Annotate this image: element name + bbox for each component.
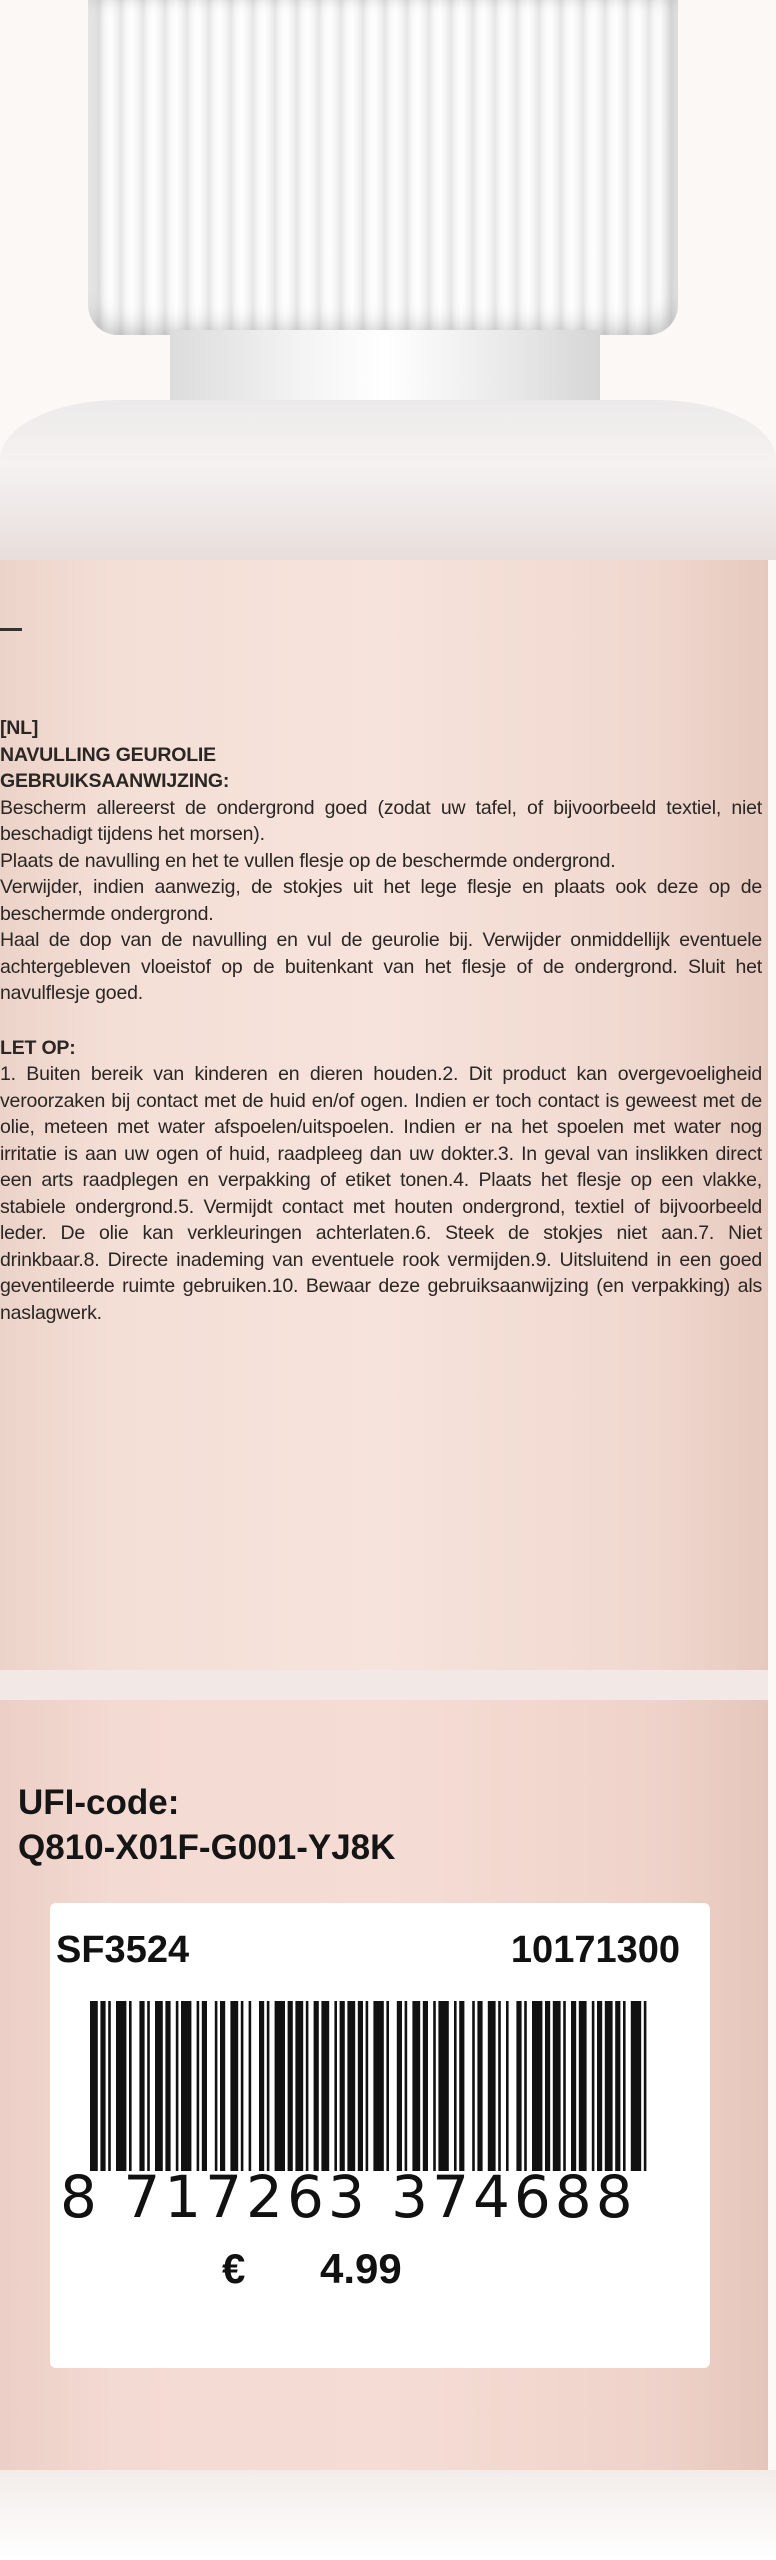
ufi-code: Q810-X01F-G001-YJ8K (18, 1828, 396, 1867)
barcode-bar (524, 2001, 527, 2171)
barcode-bar (215, 2001, 218, 2171)
barcode-bar (397, 2001, 402, 2171)
barcode-icon (90, 2001, 650, 2171)
barcode-bar (116, 2001, 126, 2171)
barcode-bar (579, 2001, 587, 2171)
barcode-bar (592, 2001, 595, 2171)
ufi-block (18, 1780, 395, 1870)
language-tag: [NL] (0, 717, 39, 739)
barcode-bar (288, 2001, 293, 2171)
label-gap (0, 1670, 768, 1700)
barcode-bar (314, 2001, 319, 2171)
barcode-bar (165, 2001, 170, 2171)
label-text (0, 715, 762, 1326)
barcode-bar (553, 2001, 561, 2171)
barcode-bar (259, 2001, 264, 2171)
barcode-bar (306, 2001, 309, 2171)
barcode-bar (459, 2001, 464, 2171)
instructions-heading: GEBRUIKSAANWIJZING: (0, 770, 230, 792)
sku-number: SF3524 (56, 1929, 190, 1971)
bottle-cap (88, 0, 678, 335)
barcode-bar (423, 2001, 428, 2171)
ufi-title: UFI-code: (18, 1783, 180, 1822)
bottle-base (0, 2470, 776, 2560)
barcode-bar (295, 2001, 303, 2171)
barcode-bar (615, 2001, 620, 2171)
barcode-bar (405, 2001, 408, 2171)
barcode-bar (412, 2001, 420, 2171)
instruction-step: Haal de dop van de navulling en vul de geurolie bij. Verwijder onmiddellijk eventuele achtergebleven vloeistof op de buitenkant van het flesje of de ondergrond. Sluit het navulflesje goed. (0, 929, 762, 1004)
ean-number: 8 717263 374688 (60, 2163, 637, 2231)
barcode-bar (506, 2001, 509, 2171)
barcode-bar (373, 2001, 383, 2171)
instruction-step: Plaats de navulling en het te vullen flesje op de beschermde ondergrond. (0, 849, 616, 872)
barcode-bar (488, 2001, 496, 2171)
product-name: NAVULLING GEUROLIE (0, 743, 216, 766)
barcode-bar (340, 2001, 345, 2171)
barcode-bar (220, 2001, 225, 2171)
barcode-bar (433, 2001, 436, 2171)
barcode-bar (545, 2001, 550, 2171)
barcode-bar (623, 2001, 626, 2171)
barcode-bar (249, 2001, 252, 2171)
barcode-bar (100, 2001, 105, 2171)
barcode-bar (129, 2001, 132, 2171)
barcode-bar (605, 2001, 613, 2171)
bottle-shoulder (0, 400, 776, 560)
barcode-bar (644, 2001, 647, 2171)
barcode-bar (366, 2001, 369, 2171)
barcode-bar (241, 2001, 244, 2171)
barcode-bar (108, 2001, 111, 2171)
instruction-step: Verwijder, indien aanwezig, de stokjes uit het lege flesje en plaats ook deze op de beschermde ondergrond. (0, 876, 762, 925)
warning-text: 1. Buiten bereik van kinderen en dieren houden.2. Dit product kan overgevoeligheid veroorzaken bij contact met de huid en/of ogen. Indien er toch contact is geweest met de olie, meteen met water afspoelen/uitspoelen. Indien er na het spoelen met water nog irritatie is aan uw ogen of huid, raadpleeg dan uw dokter.3. In geval van inslikken direct een arts raadplegen en verpakking of etiket tonen.4. Plaats het flesje op een vlakke, stabiele ondergrond.5. Vermijdt contact met houten ondergrond, textiel of bijvoorbeeld leder. De olie kan verkleuringen achterlaten.6. Steek de stokjes niet aan.7. Niet drinkbaar.8. Directe inademing van eventuele rook vermijden.9. Uitsluitend in een goed geventileerde ruimte gebruiken.10. Bewaar deze gebruiksaanwijzing (en verpakking) als naslagwerk. (0, 1063, 762, 1324)
barcode-bar (267, 2001, 270, 2171)
barcode-bar (532, 2001, 542, 2171)
label-edge-mark (0, 628, 22, 631)
article-number: 10171300 (510, 1929, 680, 1971)
instruction-step: Bescherm allereerst de ondergrond goed (zodat uw tafel, of bijvoorbeeld textiel, niet beschadigt tijdens het morsen). (0, 796, 762, 845)
barcode-bar (275, 2001, 285, 2171)
barcode-bar (202, 2001, 207, 2171)
barcode-bar (147, 2001, 150, 2171)
barcode-bar (386, 2001, 389, 2171)
warning-heading: LET OP: (0, 1036, 76, 1059)
bottle-neck (170, 330, 600, 410)
barcode-bar (597, 2001, 602, 2171)
barcode-bar (631, 2001, 641, 2171)
barcode-bar (139, 2001, 144, 2171)
currency-symbol: € (222, 2245, 246, 2292)
barcode-bar (334, 2001, 337, 2171)
barcode-bar (563, 2001, 566, 2171)
barcode-bar (438, 2001, 448, 2171)
barcode-bar (472, 2001, 475, 2171)
barcode-bar (197, 2001, 200, 2171)
barcode-bar (454, 2001, 457, 2171)
price-value: 4.99 (320, 2245, 402, 2292)
barcode-bar (155, 2001, 163, 2171)
barcode-bar (321, 2001, 329, 2171)
barcode-bar (477, 2001, 482, 2171)
barcode-bar (230, 2001, 238, 2171)
barcode-bar (571, 2001, 576, 2171)
barcode-bar (90, 2001, 98, 2171)
barcode-bar (498, 2001, 501, 2171)
barcode-bar (358, 2001, 363, 2171)
barcode-bar (176, 2001, 179, 2171)
barcode-bar (516, 2001, 521, 2171)
barcode-bar (347, 2001, 355, 2171)
barcode-bar (181, 2001, 191, 2171)
barcode-sticker (50, 1903, 710, 2368)
